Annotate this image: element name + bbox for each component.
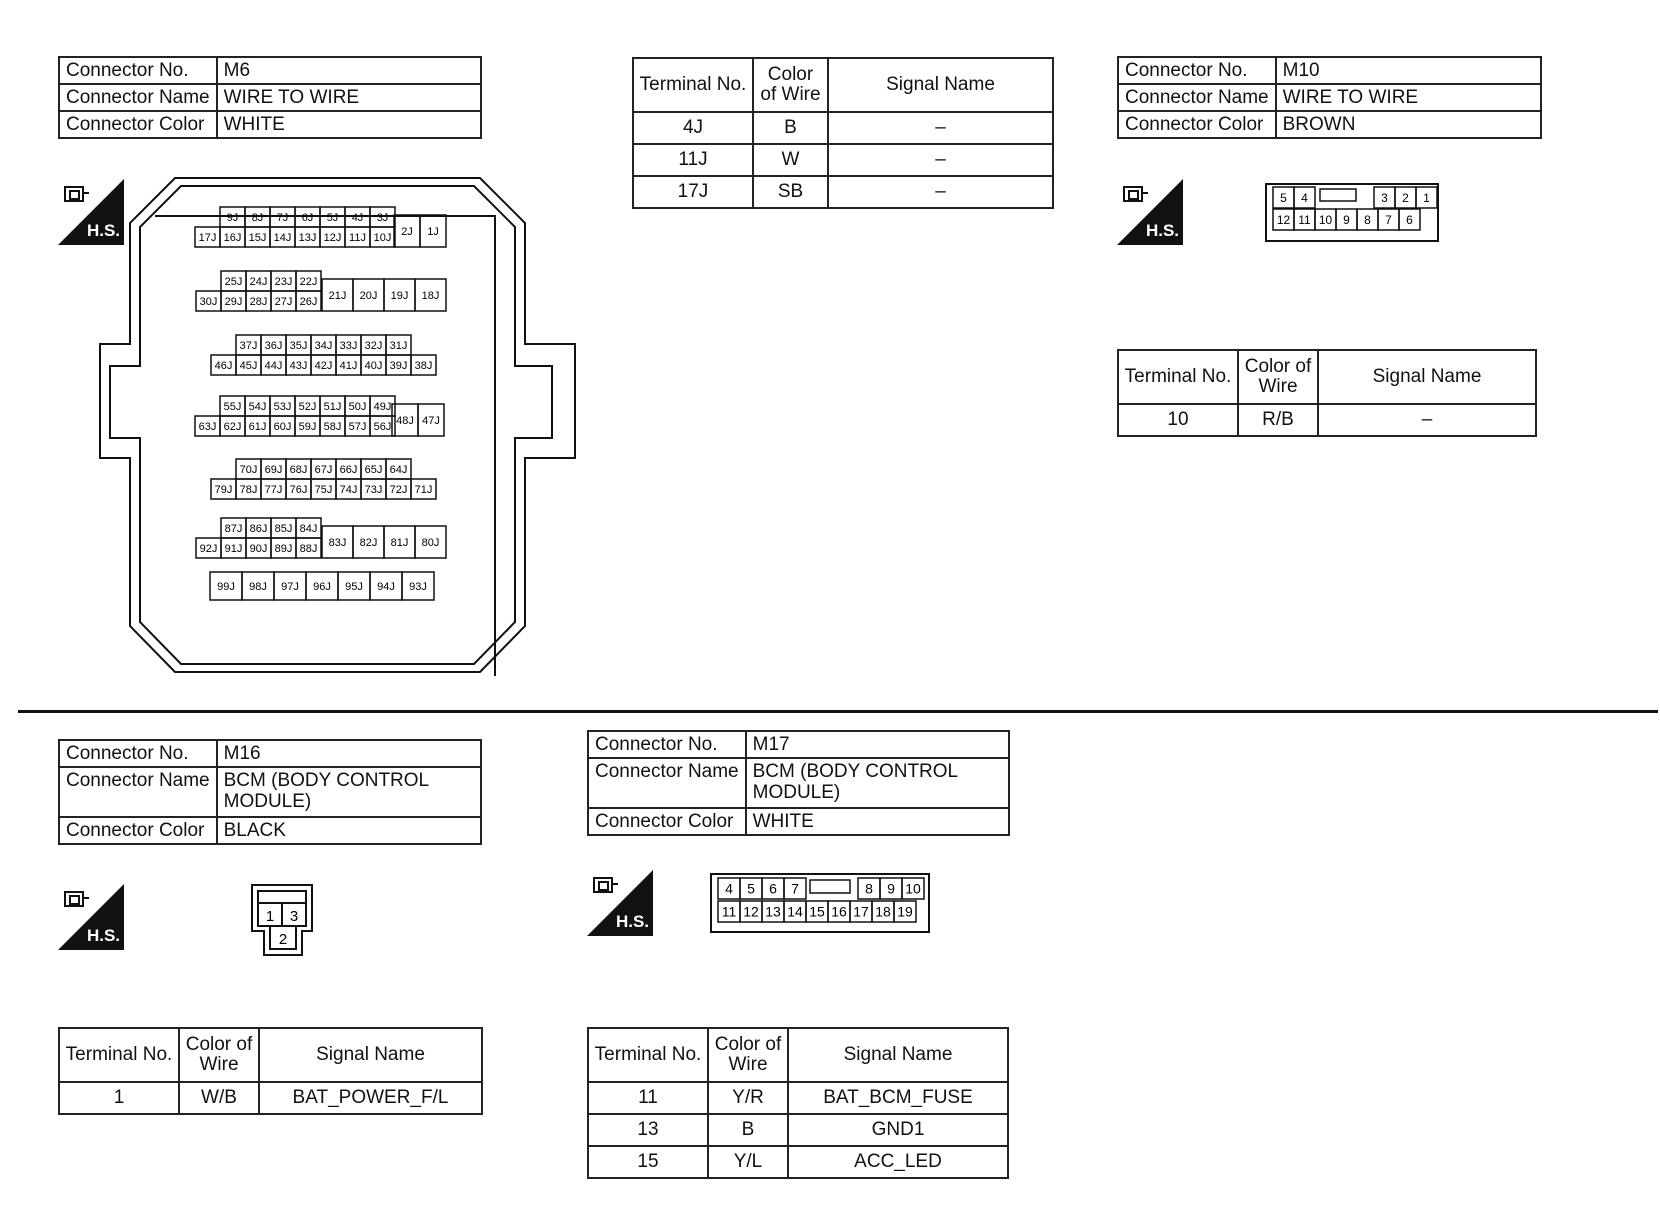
m6-cavity-label: 69J: [264, 463, 283, 476]
connector-color-label: Connector Color: [59, 817, 217, 844]
m17-pin-label: 5: [747, 880, 755, 897]
terminal-no-cell: 15: [588, 1146, 708, 1178]
m6-cavity-label: 12J: [323, 231, 342, 244]
connector-name-label: Connector Name: [59, 84, 217, 111]
m6-cavity-label: 31J: [389, 339, 408, 352]
color-of-wire-header: Color of Wire: [753, 58, 828, 112]
wire-color-cell: R/B: [1238, 404, 1318, 436]
m6-cavity-label: 83J: [328, 536, 347, 549]
m17-connector-face: [710, 873, 932, 935]
signal-name-header: Signal Name: [788, 1028, 1008, 1082]
connector-color-label: Connector Color: [588, 808, 746, 835]
m6-cavity-label: 41J: [339, 359, 358, 372]
terminal-no-header: Terminal No.: [1118, 350, 1238, 404]
connector-plug-icon: [63, 889, 91, 911]
signal-name-cell: GND1: [788, 1114, 1008, 1146]
connector-color-value: BROWN: [1276, 111, 1541, 138]
connector-no-label: Connector No.: [59, 57, 217, 84]
m6-cavity-label: 89J: [274, 542, 293, 555]
color-of-wire-header: Color of Wire: [1238, 350, 1318, 404]
m10-pin-label: 2: [1402, 190, 1409, 205]
terminal-no-header: Terminal No.: [588, 1028, 708, 1082]
signal-name-header: Signal Name: [828, 58, 1053, 112]
connector-no-value: M6: [217, 57, 481, 84]
m6-cavity-label: 76J: [289, 483, 308, 496]
wire-color-cell: SB: [753, 176, 828, 208]
m10-terminal-table: [1117, 349, 1537, 437]
m6-cavity-label: 35J: [289, 339, 308, 352]
connector-name-label: Connector Name: [588, 758, 746, 808]
m17-pin-label: 4: [725, 880, 733, 897]
m6-cavity-label: 48J: [396, 414, 414, 427]
m6-cavity-label: 32J: [364, 339, 383, 352]
connector-no-label: Connector No.: [59, 740, 217, 767]
terminal-row: [633, 112, 1053, 144]
m6-cavity-label: 54J: [248, 400, 267, 413]
m17-pin-label: 16: [831, 903, 847, 920]
m6-cavity-label: 97J: [281, 580, 299, 593]
terminal-no-cell: 13: [588, 1114, 708, 1146]
connector-color-label: Connector Color: [1118, 111, 1276, 138]
lock-tab: [1320, 189, 1356, 201]
m6-cavity-label: 47J: [422, 414, 440, 427]
terminal-no-header: Terminal No.: [59, 1028, 179, 1082]
m6-cavity-label: 18J: [421, 289, 440, 302]
m17-pin-label: 7: [791, 880, 799, 897]
m10-pin-label: 4: [1301, 190, 1308, 205]
terminal-no-cell: 11J: [633, 144, 753, 176]
connector-color-value: WHITE: [746, 808, 1009, 835]
m17-pin-label: 11: [721, 903, 737, 920]
m6-cavity-label: 2J: [401, 225, 413, 238]
m17-pin-label: 17: [853, 903, 869, 920]
m17-info-table: [587, 730, 1010, 836]
m6-terminal-table: [632, 57, 1054, 209]
m6-cavity-label: 1J: [427, 225, 439, 238]
m6-cavity-label: 99J: [217, 580, 235, 593]
m6-cavity-label: 70J: [239, 463, 258, 476]
m6-cavity-label: 30J: [199, 295, 218, 308]
m6-cavity-label: 14J: [273, 231, 292, 244]
m6-cavity-label: 10J: [373, 231, 392, 244]
terminal-row: [633, 144, 1053, 176]
terminal-no-cell: 17J: [633, 176, 753, 208]
m6-cavity-label: 75J: [314, 483, 333, 496]
m10-pin-label: 10: [1318, 212, 1333, 227]
m6-cavity-label: 65J: [364, 463, 383, 476]
terminal-no-cell: 1: [59, 1082, 179, 1114]
m6-cavity-label: 91J: [224, 542, 243, 555]
signal-name-cell: –: [828, 144, 1053, 176]
signal-name-cell: –: [828, 112, 1053, 144]
m6-cavity-grid: [195, 207, 446, 600]
connector-name-label: Connector Name: [1118, 84, 1276, 111]
m16-info-table: [58, 739, 482, 845]
m6-cavity-label: 94J: [377, 580, 395, 593]
signal-name-header: Signal Name: [1318, 350, 1536, 404]
m6-cavity-label: 51J: [323, 400, 342, 413]
m6-cavity-label: 80J: [421, 536, 440, 549]
m10-connector-face: [1265, 183, 1440, 243]
terminal-row: [588, 1114, 1008, 1146]
m10-pin-grid: [1273, 187, 1437, 230]
m6-cavity-label: 68J: [289, 463, 308, 476]
m6-info-table: [58, 56, 482, 139]
m6-cavity-label: 29J: [224, 295, 243, 308]
hs-label: H.S.: [86, 221, 120, 240]
connector-plug-icon: [63, 184, 91, 206]
m6-cavity-label: 24J: [249, 275, 268, 288]
m6-cavity-label: 56J: [373, 420, 392, 433]
wire-color-cell: W/B: [179, 1082, 259, 1114]
m6-cavity-label: 72J: [389, 483, 408, 496]
m6-cavity-label: 60J: [273, 420, 292, 433]
m6-connector-face: [95, 176, 580, 676]
terminal-no-cell: 11: [588, 1082, 708, 1114]
m6-cavity-label: 4J: [351, 211, 364, 224]
m6-cavity-label: 22J: [299, 275, 318, 288]
wire-color-cell: Y/R: [708, 1082, 788, 1114]
m6-cavity-label: 44J: [264, 359, 283, 372]
m10-info-table: [1117, 56, 1542, 139]
m10-pin-label: 3: [1381, 190, 1388, 205]
m10-pin-label: 12: [1276, 212, 1291, 227]
m6-cavity-label: 9J: [226, 211, 239, 224]
m6-cavity-label: 5J: [326, 211, 339, 224]
connector-name-label: Connector Name: [59, 767, 217, 817]
m17-pin-label: 13: [765, 903, 781, 920]
signal-name-cell: BAT_BCM_FUSE: [788, 1082, 1008, 1114]
m17-pin-label: 10: [905, 880, 921, 897]
wire-color-cell: B: [753, 112, 828, 144]
m6-cavity-label: 20J: [359, 289, 378, 302]
signal-name-cell: ACC_LED: [788, 1146, 1008, 1178]
color-of-wire-header: Color of Wire: [179, 1028, 259, 1082]
m6-cavity-label: 96J: [313, 580, 331, 593]
lock-tab: [810, 880, 850, 893]
hs-label: H.S.: [1145, 221, 1179, 240]
m6-cavity-label: 13J: [298, 231, 317, 244]
m6-cavity-label: 85J: [274, 522, 293, 535]
m17-pin-label: 14: [787, 903, 803, 920]
m6-cavity-label: 28J: [249, 295, 268, 308]
hs-label: H.S.: [86, 926, 120, 945]
m6-cavity-label: 8J: [251, 211, 264, 224]
connector-color-label: Connector Color: [59, 111, 217, 138]
connector-no-label: Connector No.: [588, 731, 746, 758]
m16-pin: 2: [278, 931, 288, 948]
m17-pin-label: 6: [769, 880, 777, 897]
hs-label: H.S.: [615, 912, 649, 931]
m6-cavity-label: 46J: [214, 359, 233, 372]
terminal-no-header: Terminal No.: [633, 58, 753, 112]
m17-pin-label: 12: [743, 903, 759, 920]
m6-cavity-label: 45J: [239, 359, 258, 372]
m10-pin-label: 5: [1280, 190, 1287, 205]
m6-cavity-label: 71J: [414, 483, 433, 496]
m6-cavity-label: 6J: [301, 211, 314, 224]
m6-cavity-label: 34J: [314, 339, 333, 352]
m16-pin: 1: [265, 908, 275, 925]
m6-cavity-label: 3J: [376, 211, 389, 224]
m6-cavity-label: 19J: [390, 289, 409, 302]
m6-cavity-label: 81J: [390, 536, 409, 549]
connector-name-value: BCM (BODY CONTROL MODULE): [746, 758, 1009, 808]
m6-cavity-label: 17J: [198, 231, 217, 244]
m6-cavity-label: 61J: [248, 420, 267, 433]
connector-color-value: BLACK: [217, 817, 481, 844]
m16-connector-face: [250, 883, 316, 958]
harness-side-icon: [58, 884, 124, 950]
m17-pin-label: 18: [875, 903, 891, 920]
m6-cavity-label: 42J: [314, 359, 333, 372]
m17-pin-label: 9: [887, 880, 895, 897]
m6-cavity-label: 33J: [339, 339, 358, 352]
m6-cavity-label: 87J: [224, 522, 243, 535]
wire-color-cell: W: [753, 144, 828, 176]
m6-cavity-label: 84J: [299, 522, 318, 535]
wire-color-cell: B: [708, 1114, 788, 1146]
m6-cavity-label: 78J: [239, 483, 258, 496]
connector-name-value: BCM (BODY CONTROL MODULE): [217, 767, 481, 817]
m10-pin-label: 8: [1364, 212, 1371, 227]
m6-cavity-label: 93J: [409, 580, 427, 593]
connector-no-label: Connector No.: [1118, 57, 1276, 84]
signal-name-header: Signal Name: [259, 1028, 482, 1082]
m6-cavity-label: 25J: [224, 275, 243, 288]
m6-cavity-label: 64J: [389, 463, 408, 476]
connector-name-value: WIRE TO WIRE: [217, 84, 481, 111]
terminal-no-cell: 10: [1118, 404, 1238, 436]
m6-cavity-label: 88J: [299, 542, 318, 555]
connector-name-value: WIRE TO WIRE: [1276, 84, 1541, 111]
m6-cavity-label: 53J: [273, 400, 292, 413]
m17-pin-label: 19: [897, 903, 913, 920]
m6-cavity-label: 38J: [414, 359, 433, 372]
signal-name-cell: BAT_POWER_F/L: [259, 1082, 482, 1114]
m6-cavity-label: 40J: [364, 359, 383, 372]
wire-color-cell: Y/L: [708, 1146, 788, 1178]
m6-cavity-label: 50J: [348, 400, 367, 413]
terminal-row: [633, 176, 1053, 208]
connector-color-value: WHITE: [217, 111, 481, 138]
m6-cavity-label: 95J: [345, 580, 363, 593]
m6-cavity-label: 63J: [198, 420, 217, 433]
m6-cavity-label: 86J: [249, 522, 268, 535]
connector-plug-icon: [1122, 184, 1150, 206]
m6-cavity-label: 7J: [276, 211, 289, 224]
terminal-row: [1118, 404, 1536, 436]
m6-cavity-label: 79J: [214, 483, 233, 496]
m17-terminal-table: [587, 1027, 1009, 1179]
m6-cavity-label: 77J: [264, 483, 283, 496]
m6-cavity-label: 21J: [328, 289, 347, 302]
m6-cavity-label: 66J: [339, 463, 358, 476]
terminal-row: [59, 1082, 482, 1114]
connector-plug-icon: [592, 875, 620, 897]
terminal-row: [588, 1082, 1008, 1114]
m6-cavity-label: 49J: [373, 400, 392, 413]
m6-cavity-label: 58J: [323, 420, 342, 433]
m6-cavity-label: 90J: [249, 542, 268, 555]
m16-pin: 3: [289, 908, 299, 925]
terminal-no-cell: 4J: [633, 112, 753, 144]
m6-cavity-label: 15J: [248, 231, 267, 244]
harness-side-icon: [587, 870, 653, 936]
m10-pin-label: 1: [1423, 190, 1430, 205]
m6-cavity-label: 73J: [364, 483, 383, 496]
m6-cavity-label: 37J: [239, 339, 258, 352]
connector-no-value: M10: [1276, 57, 1541, 84]
signal-name-cell: –: [1318, 404, 1536, 436]
m6-cavity-label: 98J: [249, 580, 267, 593]
m6-cavity-label: 62J: [223, 420, 242, 433]
color-of-wire-header: Color of Wire: [708, 1028, 788, 1082]
m6-cavity-label: 82J: [359, 536, 378, 549]
m10-pin-label: 9: [1343, 212, 1350, 227]
connector-no-value: M17: [746, 731, 1009, 758]
terminal-row: [588, 1146, 1008, 1178]
m17-pin-label: 15: [809, 903, 825, 920]
m6-cavity-label: 27J: [274, 295, 293, 308]
m16-terminal-table: [58, 1027, 483, 1115]
section-divider: [18, 710, 1658, 713]
m6-cavity-label: 57J: [348, 420, 367, 433]
m6-cavity-label: 26J: [299, 295, 318, 308]
m10-pin-label: 7: [1385, 212, 1392, 227]
m6-cavity-label: 39J: [389, 359, 408, 372]
signal-name-cell: –: [828, 176, 1053, 208]
m6-cavity-label: 55J: [223, 400, 242, 413]
m6-cavity-label: 36J: [264, 339, 283, 352]
m6-cavity-label: 11J: [349, 231, 366, 244]
m6-cavity-label: 52J: [298, 400, 317, 413]
m6-cavity-label: 43J: [289, 359, 308, 372]
m6-cavity-label: 92J: [199, 542, 218, 555]
m6-cavity-label: 23J: [274, 275, 293, 288]
m6-cavity-label: 74J: [339, 483, 358, 496]
m10-pin-label: 6: [1406, 212, 1413, 227]
m6-cavity-label: 59J: [298, 420, 317, 433]
m6-cavity-label: 16J: [223, 231, 242, 244]
connector-no-value: M16: [217, 740, 481, 767]
m17-pin-label: 8: [865, 880, 873, 897]
harness-side-icon: [1117, 179, 1183, 245]
m6-cavity-label: 67J: [314, 463, 333, 476]
m10-pin-label: 11: [1298, 212, 1311, 227]
m17-pin-grid: [718, 878, 924, 922]
